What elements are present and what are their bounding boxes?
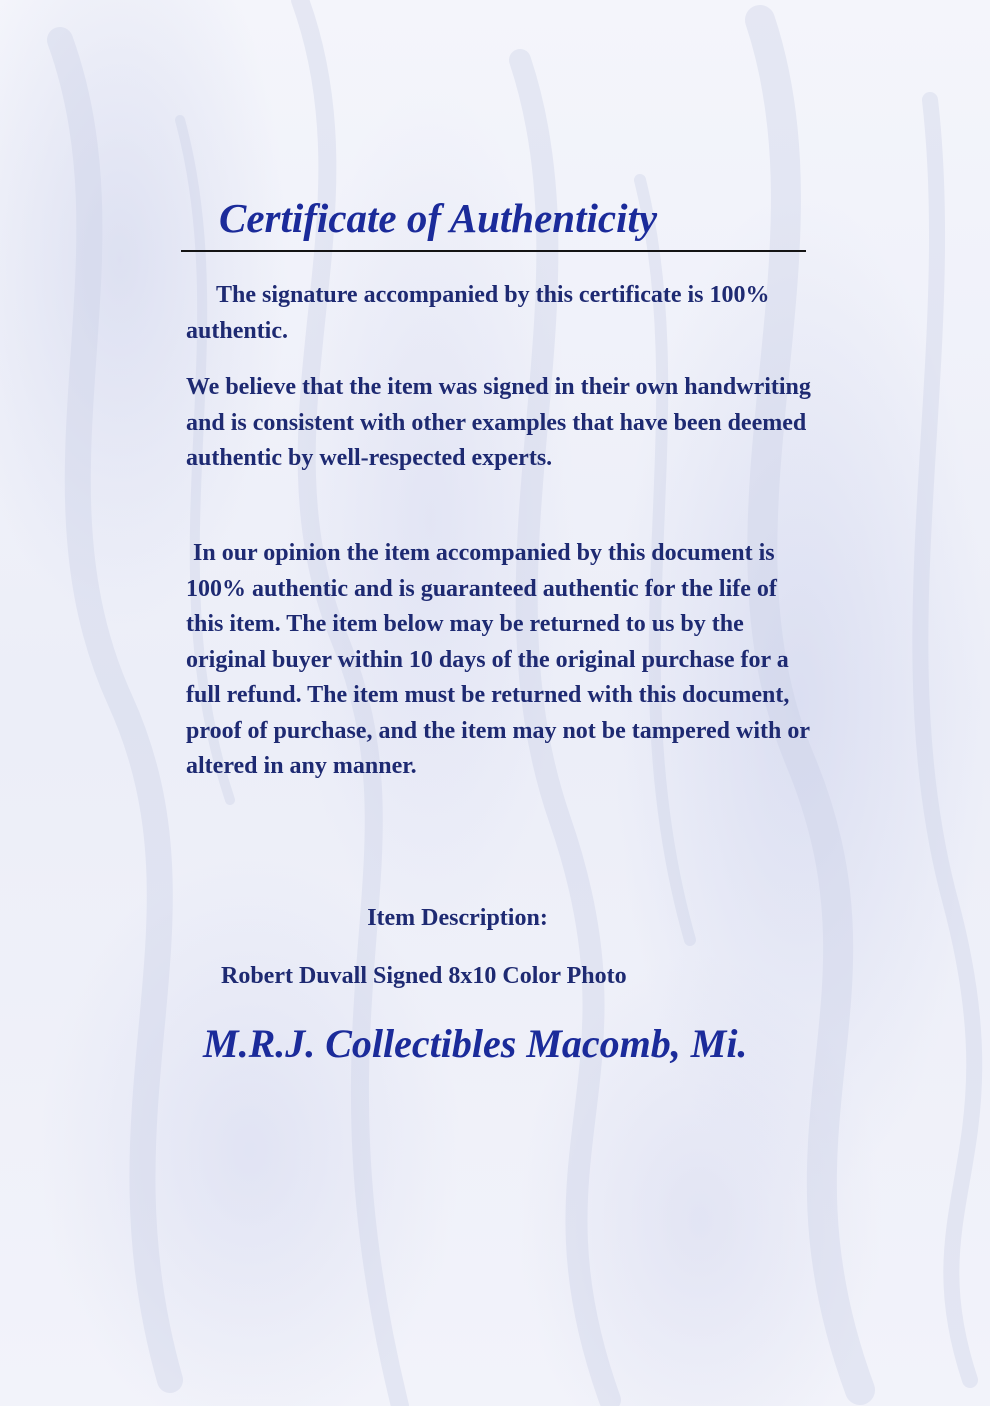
item-description-heading: Item Description: bbox=[367, 905, 548, 931]
seller-name: M.R.J. Collectibles Macomb, Mi. bbox=[203, 1021, 748, 1066]
guarantee-statement: In our opinion the item accompanied by this document is 100% authentic and is guaranteed authentic for the life of this item. The item below may be returned to us by the original buyer within 10 days of the original purchase for a full refund. The item must be returned with this document, proof of purchase, and the item may not be tampered with or altered in any manner. bbox=[186, 540, 810, 779]
authenticity-statement: The signature accompanied by this certificate is 100% authentic. bbox=[186, 282, 770, 344]
item-description-value: Robert Duvall Signed 8x10 Color Photo bbox=[221, 963, 627, 989]
handwriting-statement: We believe that the item was signed in their own handwriting and is consistent with other examples that have been deemed authentic by well-respected experts. bbox=[186, 374, 811, 471]
title-underline bbox=[181, 250, 806, 252]
certificate-title: Certificate of Authenticity bbox=[219, 195, 658, 241]
